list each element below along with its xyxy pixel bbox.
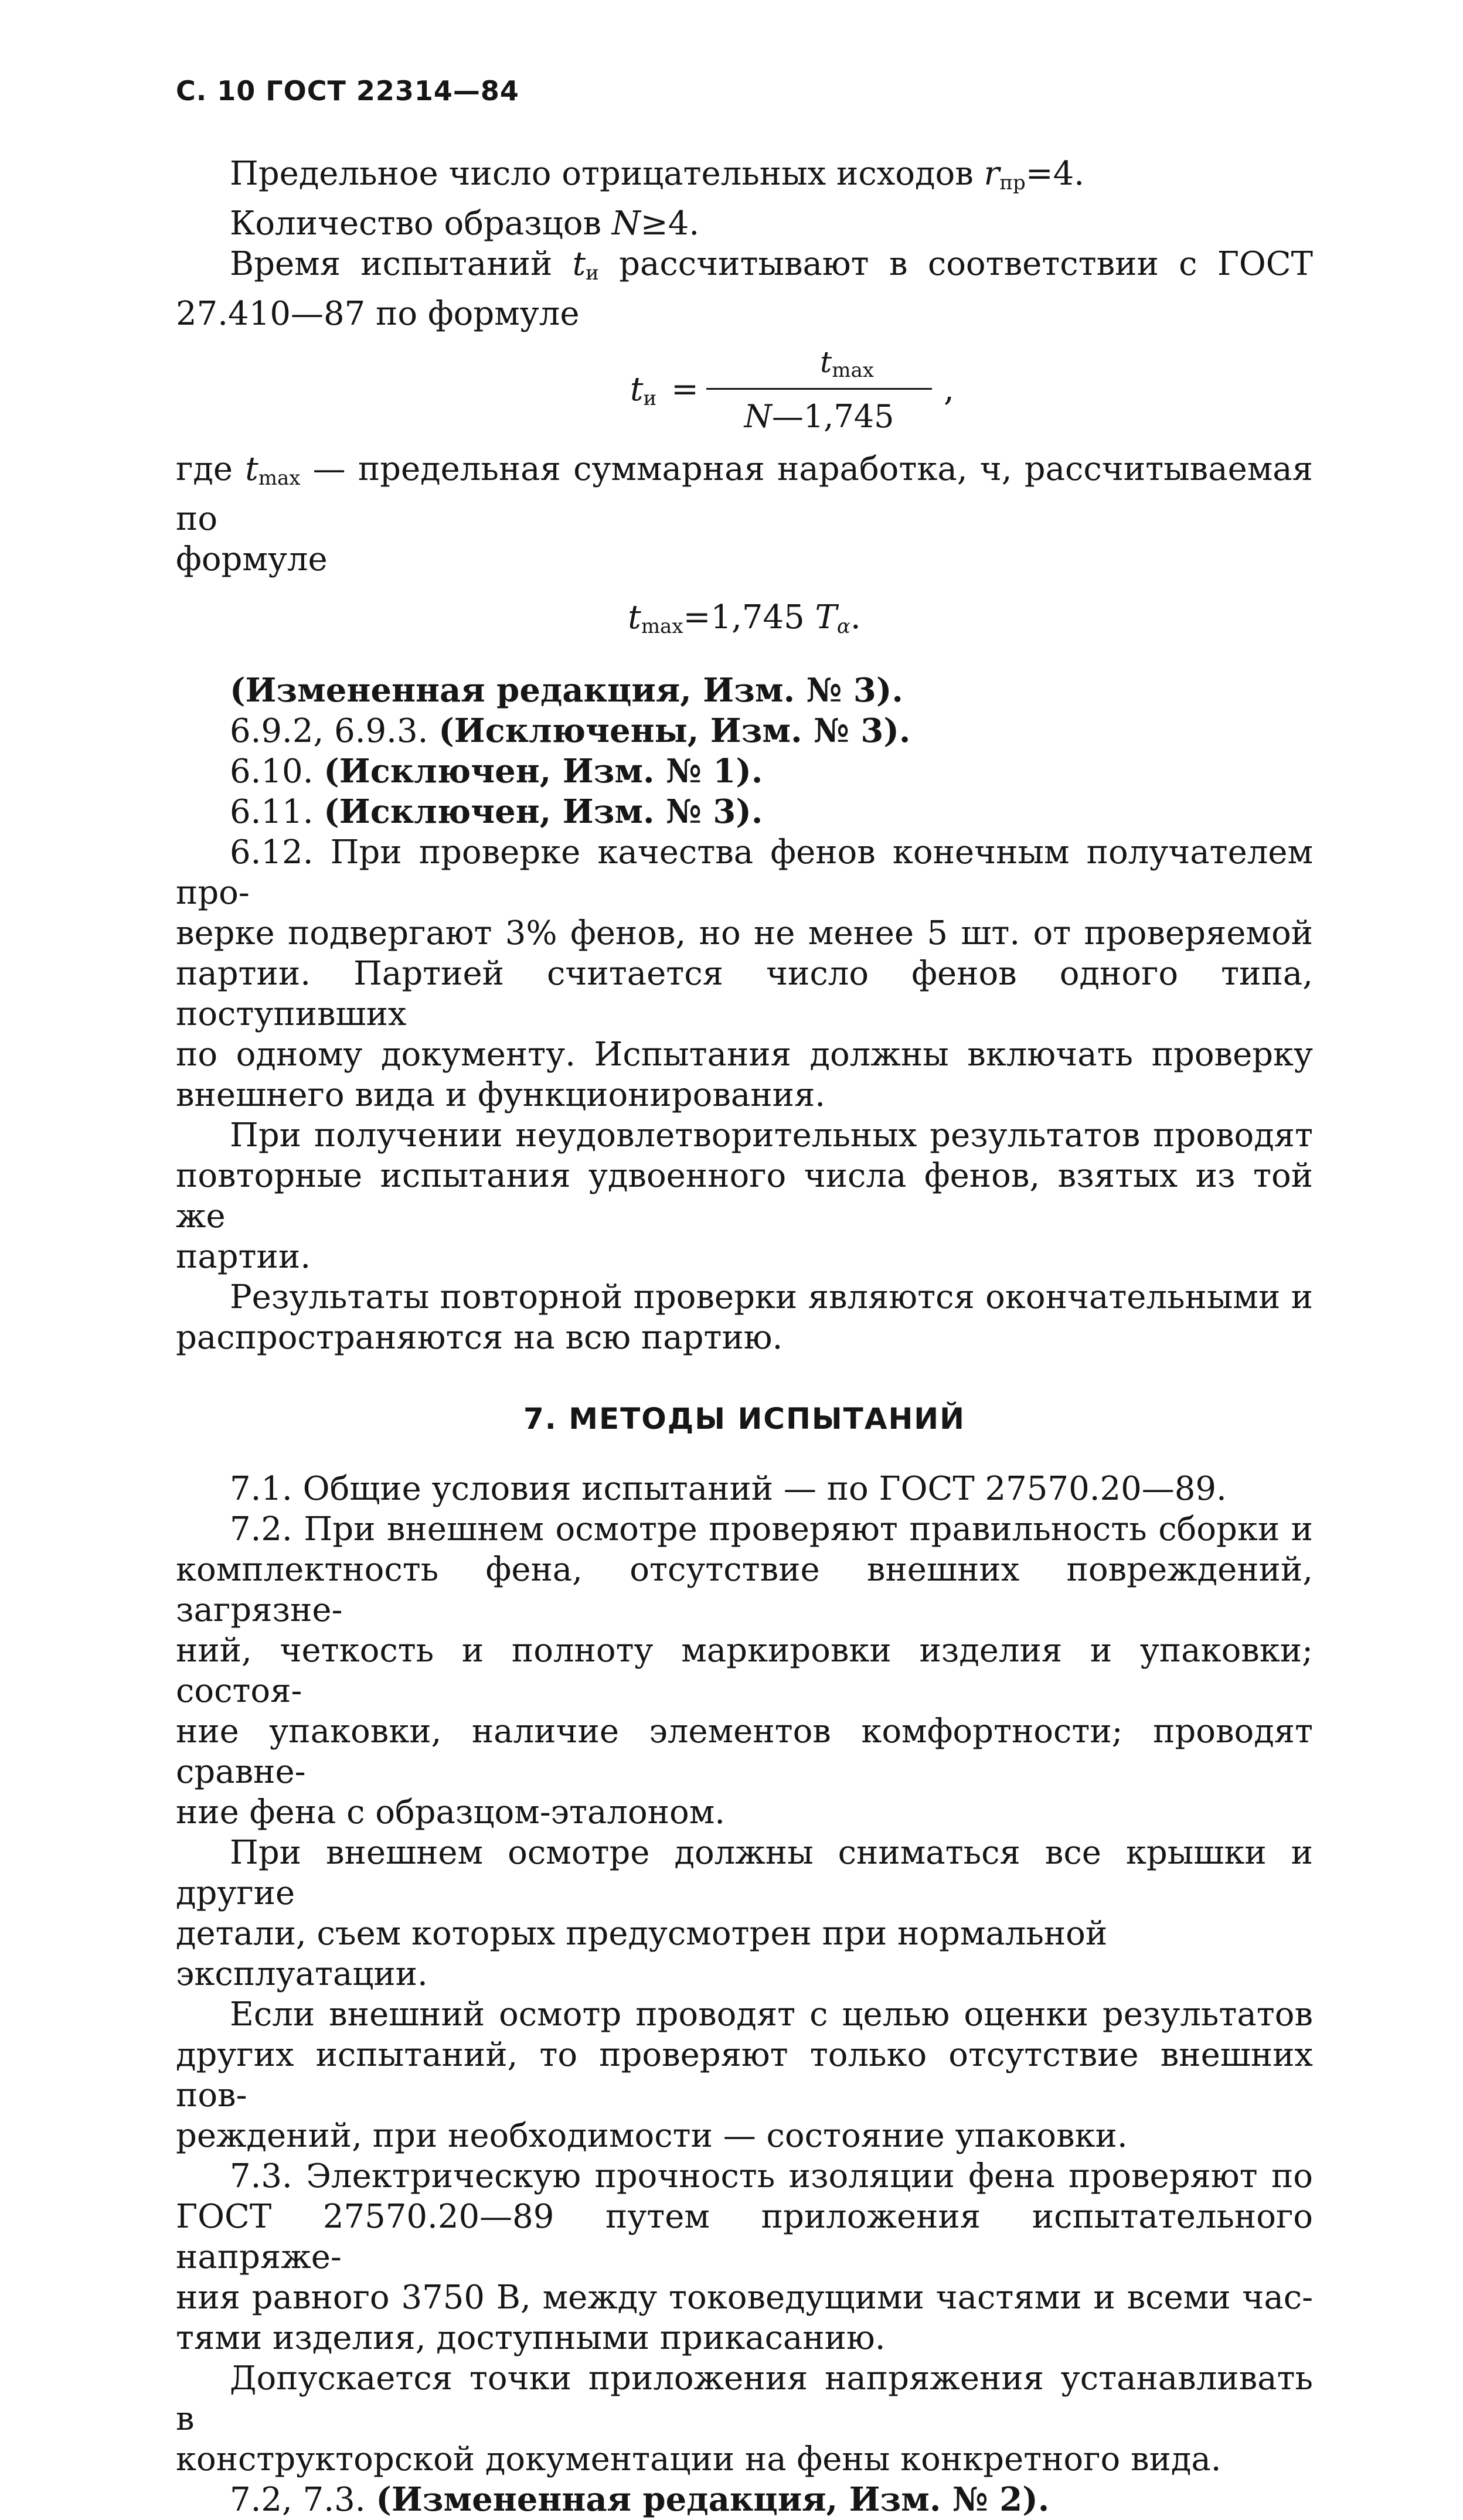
paragraph-test-time-line2: 27.410—87 по формуле: [176, 295, 580, 333]
section-title: 7. МЕТОДЫ ИСПЫТАНИЙ: [523, 1402, 965, 1436]
edit-note: 7.2, 7.3. (Измененная редакция, Изм. № 2).: [230, 2480, 1050, 2519]
formula-tmax: $t_{max}=1,745$ Tα.: [628, 598, 861, 638]
formula-denominator: N—1,745: [744, 398, 894, 435]
page-header: С. 10 ГОСТ 22314—84: [176, 75, 519, 107]
fraction-bar: [706, 388, 932, 390]
paragraph-7-3-points: Допускается точки приложения напряжения устанавливать в конструкторской документации на фены конкретного вида.: [176, 2359, 1313, 2478]
paragraph-7-2: 7.2. При внешнем осмотре проверяют правильность сборки и комплектность фена, отсутствие внешних повреждений, загрязне- ний, четкость и полноту маркировки изделия и упаковки; состоя- ние упаковки, наличие элементов комфортности; проводят сравне- ние фена с образцом-эталоном.: [176, 1510, 1313, 1831]
paragraph-test-time-line1: Время испытаний $t_и$ рассчитывают в соответствии с ГОСТ: [230, 245, 1313, 285]
formula-lhs: $t_и$: [630, 370, 657, 410]
formula-test-time: $t_и$ = $t_{max}$ N—1,745 ,: [176, 340, 1313, 445]
paragraph-final-results: Результаты повторной проверки являются окончательными и распространяются на всю партию.: [176, 1278, 1313, 1357]
edit-note: 6.9.2, 6.9.3. (Исключены, Изм. № 3).: [230, 711, 911, 750]
paragraph-repeat-tests: При получении неудовлетворительных результатов проводят повторные испытания удвоенного числа фенов, взятых из той же партии.: [176, 1116, 1313, 1276]
paragraph-7-1: 7.1. Общие условия испытаний — по ГОСТ 27570.20—89.: [230, 1470, 1227, 1508]
paragraph-7-3: 7.3. Электрическую прочность изоляции фена проверяют по ГОСТ 27570.20—89 путем приложения испытательного напряже- ния равного 3750 В, между токоведущими частями и всеми час- тями изделия, доступными прикасанию.: [176, 2157, 1313, 2357]
edit-note: 6.11. (Исключен, Изм. № 3).: [230, 792, 763, 831]
paragraph-tmax-definition-line1: где $t_{max}$ — предельная суммарная наработка, ч, рассчитываемая по: [176, 450, 1313, 538]
edit-note: 6.10. (Исключен, Изм. № 1).: [230, 752, 763, 791]
edit-note: (Измененная редакция, Изм. № 3).: [230, 671, 903, 710]
paragraph-7-2-other-tests: Если внешний осмотр проводят с целью оценки результатов других испытаний, то проверяют только отсутствие внешних пов- реждений, при необходимости — состояние упаковки.: [176, 1995, 1313, 2155]
paragraph-sample-count: Количество образцов N≥4.: [230, 205, 700, 243]
paragraph-tmax-definition-line2: формуле: [176, 540, 328, 578]
paragraph-limit-negative-outcomes: Предельное число отрицательных исходов $r_{пр}=4$.: [230, 155, 1085, 195]
formula-numerator: $t_{max}$: [820, 345, 874, 382]
document-body: [176, 154, 1313, 2520]
paragraph-6-12: 6.12. При проверке качества фенов конечным получателем про- верке подвергают 3% фенов, но не менее 5 шт. от проверяемой партии. Партией считается число фенов одного типа, поступивших по одному документу. Испытания должны включать проверку внешнего вида и функционирования.: [176, 833, 1313, 1114]
paragraph-7-2-covers: При внешнем осмотре должны сниматься все крышки и другие детали, съем которых предусмотрен при нормальной эксплуатации.: [176, 1834, 1313, 1993]
